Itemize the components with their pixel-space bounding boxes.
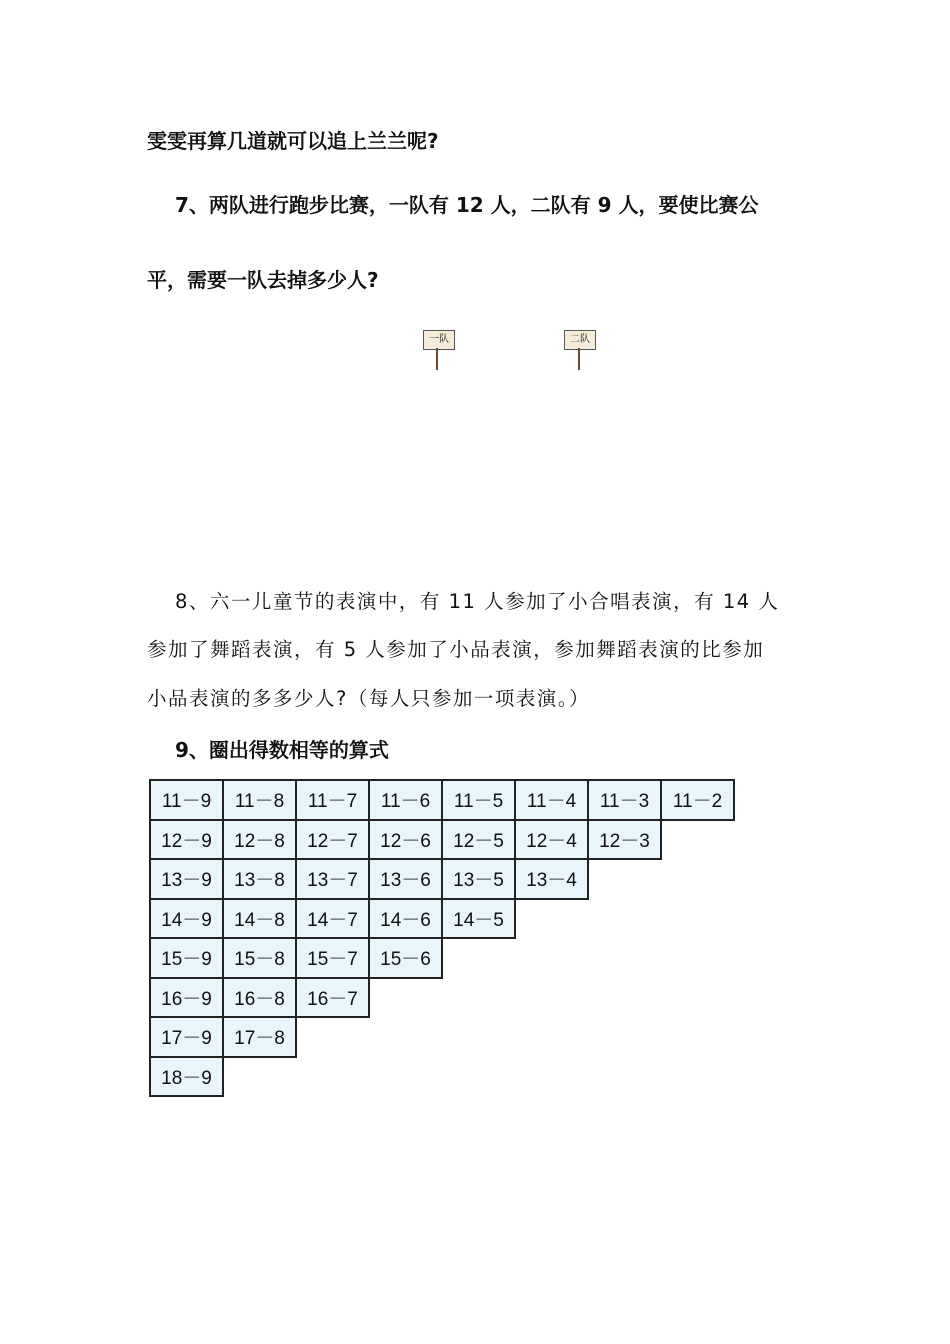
grid-row: [150, 1057, 734, 1097]
grid-empty-cell: [661, 899, 734, 939]
grid-cell[interactable]: 14－5: [442, 899, 515, 939]
team-1-kids: [160, 322, 450, 422]
grid-cell[interactable]: 12－8: [223, 820, 296, 860]
grid-cell[interactable]: 16－7: [296, 978, 369, 1018]
grid-empty-cell: [223, 1057, 296, 1097]
grid-cell[interactable]: 13－6: [369, 859, 442, 899]
grid-cell[interactable]: 15－8: [223, 938, 296, 978]
grid-empty-cell: [661, 820, 734, 860]
grid-cell[interactable]: 13－4: [515, 859, 588, 899]
grid-cell[interactable]: 16－8: [223, 978, 296, 1018]
grid-cell[interactable]: 13－9: [150, 859, 223, 899]
question-9-title: 9、圈出得数相等的算式: [175, 738, 389, 762]
grid-cell[interactable]: 18－9: [150, 1057, 223, 1097]
grid-cell[interactable]: 13－5: [442, 859, 515, 899]
grid-empty-cell: [442, 1057, 515, 1097]
grid-empty-cell: [296, 1057, 369, 1097]
grid-cell[interactable]: 14－9: [150, 899, 223, 939]
grid-cell[interactable]: 11－2: [661, 780, 734, 820]
grid-cell[interactable]: 11－7: [296, 780, 369, 820]
team-2-sign: 二队: [564, 330, 596, 350]
grid-row: [150, 780, 734, 820]
grid-row: [150, 859, 734, 899]
grid-cell[interactable]: 11－3: [588, 780, 661, 820]
team-1-sign: 一队: [423, 330, 455, 350]
grid-cell[interactable]: 11－8: [223, 780, 296, 820]
grid-empty-cell: [661, 1057, 734, 1097]
grid-empty-cell: [369, 1057, 442, 1097]
grid-cell[interactable]: 12－6: [369, 820, 442, 860]
grid-empty-cell: [661, 938, 734, 978]
grid-cell[interactable]: 17－9: [150, 1017, 223, 1057]
grid-cell[interactable]: 15－9: [150, 938, 223, 978]
grid-cell[interactable]: 17－8: [223, 1017, 296, 1057]
grid-empty-cell: [296, 1017, 369, 1057]
grid-empty-cell: [661, 859, 734, 899]
grid-empty-cell: [588, 938, 661, 978]
grid-cell[interactable]: 12－4: [515, 820, 588, 860]
question-7-line-1: 7、两队进行跑步比赛，一队有 12 人，二队有 9 人，要使比赛公: [175, 193, 759, 217]
team-2-illustration: [562, 322, 812, 422]
question-7-line-2: 平，需要一队去掉多少人?: [147, 268, 379, 292]
grid-row: [150, 1017, 734, 1057]
grid-empty-cell: [515, 978, 588, 1018]
grid-cell[interactable]: 14－7: [296, 899, 369, 939]
grid-empty-cell: [515, 938, 588, 978]
grid-row: [150, 899, 734, 939]
grid-empty-cell: [442, 938, 515, 978]
grid-row: [150, 978, 734, 1018]
team-2-kids: [562, 322, 812, 422]
grid-empty-cell: [588, 1017, 661, 1057]
grid-cell[interactable]: 11－4: [515, 780, 588, 820]
grid-cell[interactable]: 15－6: [369, 938, 442, 978]
grid-empty-cell: [588, 1057, 661, 1097]
grid-cell[interactable]: 12－3: [588, 820, 661, 860]
grid-cell[interactable]: 14－8: [223, 899, 296, 939]
grid-cell[interactable]: 14－6: [369, 899, 442, 939]
grid-cell[interactable]: 15－7: [296, 938, 369, 978]
grid-empty-cell: [442, 1017, 515, 1057]
grid-empty-cell: [442, 978, 515, 1018]
question-8-line-2: 参加了舞蹈表演，有 5 人参加了小品表演，参加舞蹈表演的比参加: [147, 638, 765, 661]
grid-empty-cell: [661, 1017, 734, 1057]
subtraction-grid: [149, 779, 735, 1097]
grid-empty-cell: [661, 978, 734, 1018]
grid-empty-cell: [588, 859, 661, 899]
grid-empty-cell: [515, 1017, 588, 1057]
grid-cell[interactable]: 12－9: [150, 820, 223, 860]
grid-empty-cell: [588, 899, 661, 939]
grid-empty-cell: [369, 1017, 442, 1057]
grid-cell[interactable]: 11－9: [150, 780, 223, 820]
grid-cell[interactable]: 12－5: [442, 820, 515, 860]
grid-row: [150, 938, 734, 978]
question-8-line-3: 小品表演的多多少人?（每人只参加一项表演。）: [147, 687, 591, 710]
text-line-continuation: 雯雯再算几道就可以追上兰兰呢?: [147, 129, 439, 153]
grid-empty-cell: [588, 978, 661, 1018]
grid-cell[interactable]: 13－8: [223, 859, 296, 899]
grid-cell[interactable]: 11－6: [369, 780, 442, 820]
grid-empty-cell: [515, 899, 588, 939]
question-8-line-1: 8、六一儿童节的表演中，有 11 人参加了小合唱表演，有 14 人: [175, 590, 780, 613]
grid-empty-cell: [369, 978, 442, 1018]
grid-cell[interactable]: 11－5: [442, 780, 515, 820]
grid-empty-cell: [515, 1057, 588, 1097]
grid-cell[interactable]: 16－9: [150, 978, 223, 1018]
grid-row: [150, 820, 734, 860]
grid-cell[interactable]: 12－7: [296, 820, 369, 860]
team-1-illustration: [160, 322, 450, 422]
grid-cell[interactable]: 13－7: [296, 859, 369, 899]
